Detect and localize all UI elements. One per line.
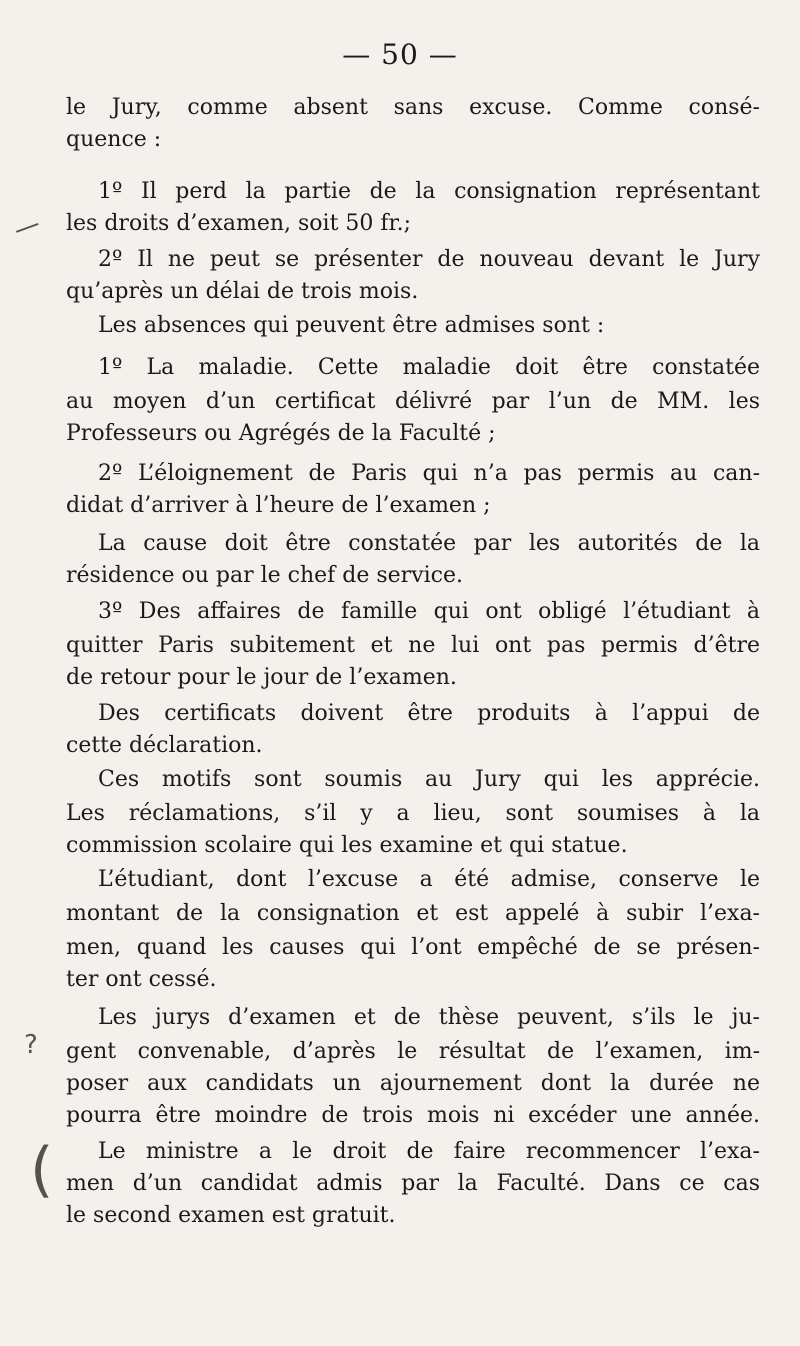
text-line: didat d’arriver à l’heure de l’examen ; [66,493,491,518]
text-line: les droits d’examen, soit 50 fr.; [66,211,412,236]
text-line: 2º L’éloignement de Paris qui n’a pas permis au can- [98,461,760,486]
page-number: — 50 — [342,38,458,71]
text-line: Professeurs ou Agrégés de la Faculté ; [66,421,496,446]
text-line: Les absences qui peuvent être admises sont : [98,313,605,338]
text-line: men, quand les causes qui l’ont empêché de se présen- [66,935,760,960]
text-line: cette déclaration. [66,733,263,758]
text-line: poser aux candidats un ajournement dont la durée ne [66,1071,760,1096]
text-line: au moyen d’un certificat délivré par l’un de MM. les [66,389,760,414]
text-line: 1º La maladie. Cette maladie doit être constatée [98,355,760,380]
text-line: men d’un candidat admis par la Faculté. Dans ce cas [66,1171,760,1196]
text-line: 3º Des affaires de famille qui ont obligé l’étudiant à [98,599,760,624]
text-line: Les jurys d’examen et de thèse peuvent, s’ils le ju- [98,1005,760,1030]
text-line: ter ont cessé. [66,967,217,992]
text-line: de retour pour le jour de l’examen. [66,665,457,690]
text-line: Le ministre a le droit de faire recommencer l’exa- [98,1139,760,1164]
text-line: quitter Paris subitement et ne lui ont pas permis d’être [66,633,760,658]
text-line: gent convenable, d’après le résultat de l’examen, im- [66,1039,760,1064]
text-line: le second examen est gratuit. [66,1203,396,1228]
margin-annotation-dash: — [9,208,45,246]
margin-annotation-bracket: ( [30,1135,54,1205]
text-line: qu’après un délai de trois mois. [66,279,419,304]
text-line: montant de la consignation et est appelé à subir l’exa- [66,901,760,926]
text-line: pourra être moindre de trois mois ni excéder une année. [66,1103,760,1128]
text-line: 1º Il perd la partie de la consignation représentant [98,179,760,204]
text-line: Des certificats doivent être produits à l’appui de [98,701,760,726]
text-line: Ces motifs sont soumis au Jury qui les apprécie. [98,767,760,792]
text-line: La cause doit être constatée par les autorités de la [98,531,760,556]
margin-annotation-question: ? [24,1030,38,1060]
text-line: quence : [66,127,162,152]
text-line: L’étudiant, dont l’excuse a été admise, conserve le [98,867,760,892]
text-line: commission scolaire qui les examine et qui statue. [66,833,628,858]
text-line: Les réclamations, s’il y a lieu, sont soumises à la [66,801,760,826]
text-line: 2º Il ne peut se présenter de nouveau devant le Jury [98,247,760,272]
text-line: résidence ou par le chef de service. [66,563,463,588]
text-line: le Jury, comme absent sans excuse. Comme consé- [66,95,760,120]
